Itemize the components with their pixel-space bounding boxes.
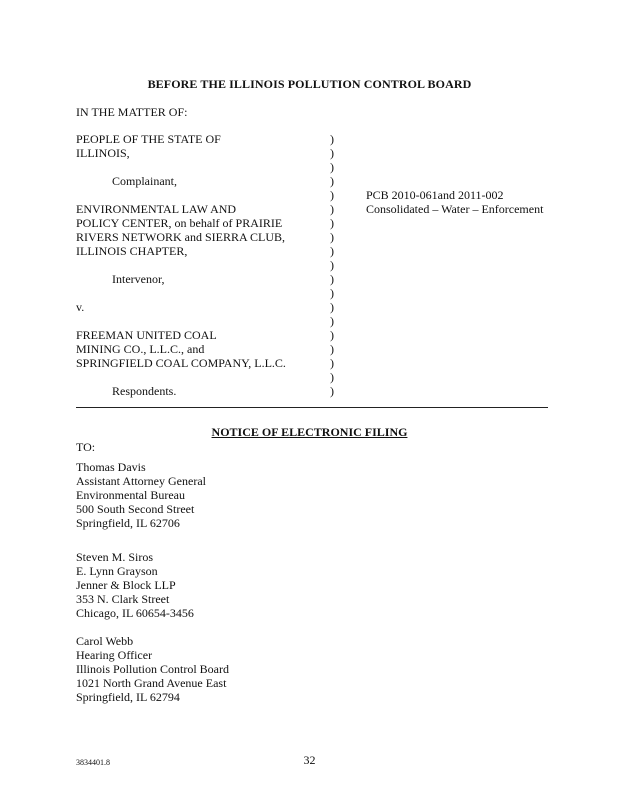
caption-line: POLICY CENTER, on behalf of PRAIRIE [76,216,283,230]
address-line: 500 South Second Street [76,501,195,516]
caption-line [76,286,286,300]
caption-parties [76,132,286,398]
caption-paren: ) [330,272,334,286]
address-line: Thomas Davis [76,460,146,474]
address-line: Hearing Officer [76,647,153,662]
caption-paren: ) [330,342,334,356]
caption-line [76,314,286,328]
case-info [366,188,543,216]
recipient-block [76,460,206,529]
caption-paren: ) [330,384,334,398]
address-line: E. Lynn Grayson [76,563,158,578]
recipient-block [76,550,194,619]
caption-line: FREEMAN UNITED COAL [76,328,217,342]
caption-paren: ) [330,132,334,146]
case-number: PCB 2010-061and 2011-002 [366,188,504,202]
caption-paren: ) [330,146,334,160]
address-line: Springfield, IL 62706 [76,515,180,530]
caption-line: ENVIRONMENTAL LAW AND [76,202,237,216]
caption-line [76,188,286,202]
caption-paren: ) [330,244,334,258]
caption-parentheses [330,132,334,398]
caption-paren: ) [330,188,334,202]
address-line: Steven M. Siros [76,550,154,564]
caption-paren: ) [330,356,334,370]
caption-paren: ) [330,328,334,342]
caption-divider [76,407,548,408]
caption-line: Intervenor, [112,272,165,286]
caption-paren: ) [330,300,334,314]
caption-line: PEOPLE OF THE STATE OF [76,132,221,146]
caption-line: v. [76,300,85,314]
address-line: Environmental Bureau [76,487,185,502]
to-label: TO: [76,440,96,454]
address-line: Assistant Attorney General [76,473,206,488]
caption-line: RIVERS NETWORK and SIERRA CLUB, [76,230,286,244]
address-line: 353 N. Clark Street [76,591,170,606]
caption-line [76,370,286,384]
caption-paren: ) [330,216,334,230]
address-line: Springfield, IL 62794 [76,689,180,704]
caption-paren: ) [330,202,334,216]
caption-line: MINING CO., L.L.C., and [76,342,205,356]
notice-title: NOTICE OF ELECTRONIC FILING [211,425,408,439]
board-title: BEFORE THE ILLINOIS POLLUTION CONTROL BOARD [147,77,472,91]
case-type: Consolidated – Water – Enforcement [366,202,544,216]
in-the-matter-of: IN THE MATTER OF: [76,105,188,119]
address-line: Jenner & Block LLP [76,577,176,592]
caption-line: Complainant, [112,174,177,188]
address-line: Carol Webb [76,634,134,648]
address-line: Chicago, IL 60654-3456 [76,605,194,620]
document-id: 3834401.8 [76,758,110,767]
caption-paren: ) [330,286,334,300]
caption-paren: ) [330,160,334,174]
caption-paren: ) [330,370,334,384]
caption-line: Respondents. [112,384,177,398]
page-number: 32 [303,753,316,767]
caption-line [76,160,286,174]
caption-paren: ) [330,258,334,272]
caption-paren: ) [330,230,334,244]
caption-paren: ) [330,174,334,188]
caption-paren: ) [330,314,334,328]
recipient-block [76,634,229,703]
address-line: Illinois Pollution Control Board [76,661,230,676]
address-line: 1021 North Grand Avenue East [76,675,227,690]
caption-line [76,258,286,272]
caption-line: ILLINOIS, [76,146,130,160]
caption-line: SPRINGFIELD COAL COMPANY, L.L.C. [76,356,286,370]
caption-line: ILLINOIS CHAPTER, [76,244,188,258]
